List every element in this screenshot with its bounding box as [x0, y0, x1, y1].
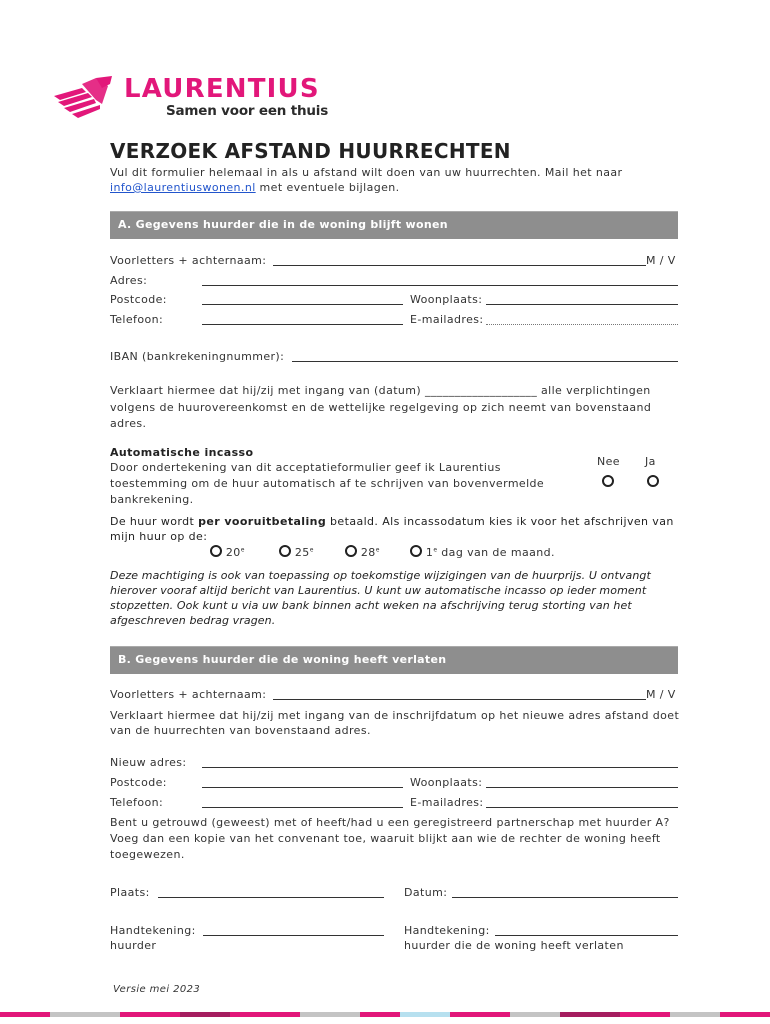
stripe-segment: [400, 1012, 450, 1017]
declare-a-line1: Verklaart hiermee dat hij/zij met ingang van (datum) ___________________ alle verplichtingen: [110, 384, 651, 397]
version-note: Versie mei 2023: [113, 984, 201, 995]
bottom-color-stripe: [0, 1012, 770, 1017]
stripe-segment: [300, 1012, 360, 1017]
ordinal-mark: e: [375, 546, 380, 554]
declare-a-line3: adres.: [110, 417, 147, 430]
incasso-line2: toestemming om de huur automatisch af te schrijven van bovenvermelde: [110, 477, 545, 490]
label-iban: IBAN (bankrekeningnummer):: [110, 350, 285, 363]
intro-text-rest: met eventuele bijlagen.: [255, 181, 400, 194]
stripe-segment: [0, 1012, 50, 1017]
label-name-b: Voorletters + achternaam:: [110, 688, 267, 701]
partner-line2: Voeg dan een kopie van het convenant toe, waaruit blijkt aan wie de rechter de woning heeft: [110, 832, 661, 845]
ordinal-mark: e: [433, 546, 438, 554]
incasso-line1: Door ondertekening van dit acceptatieformulier geef ik Laurentius: [110, 461, 501, 474]
declare-b-line1: Verklaart hiermee dat hij/zij met ingang van de inschrijfdatum op het nieuwe adres afstand doet: [110, 709, 680, 722]
radio-circle-icon: [410, 545, 422, 557]
label-city-a: Woonplaats:: [410, 293, 483, 306]
postcode-b-field[interactable]: [202, 787, 403, 788]
day-25-label: 25: [294, 546, 310, 559]
day-1-suffix: dag van de maand.: [437, 546, 555, 559]
declare-a-line2: volgens de huurovereenkomst en de wettelijke regelgeving op zich neemt van bovenstaand: [110, 401, 652, 414]
radio-day-20[interactable]: [210, 545, 245, 559]
label-phone-b: Telefoon:: [110, 796, 164, 809]
label-gender-b: M / V: [646, 688, 676, 701]
stripe-segment: [120, 1012, 180, 1017]
note-line3: stopzetten. Ook kunt u via uw bank binnen acht weken na afschrijving terug storting van het: [110, 599, 632, 612]
declare-b-line2: van de huurrechten van bovenstaand adres.: [110, 724, 371, 737]
radio-day-25[interactable]: [279, 545, 314, 559]
prepay-text-post: betaald. Als incassodatum kies ik voor het afschrijven van: [326, 515, 674, 528]
page-title: VERZOEK AFSTAND HUURRECHTEN: [110, 139, 511, 163]
name-a-field[interactable]: [273, 265, 646, 266]
section-b-header: [110, 646, 678, 674]
stripe-segment: [620, 1012, 670, 1017]
label-date: Datum:: [404, 886, 448, 899]
label-address-a: Adres:: [110, 274, 148, 287]
brand-slogan: Samen voor een thuis: [166, 103, 329, 119]
brand-name: LAURENTIUS: [124, 74, 320, 104]
note-line1: Deze machtiging is ook van toepassing op toekomstige wijzigingen van de huurprijs. U ontvangt: [110, 569, 651, 582]
option-yes-label: Ja: [645, 455, 656, 468]
label-city-b: Woonplaats:: [410, 776, 483, 789]
radio-circle-icon: [279, 545, 291, 557]
prepay-text-pre: De huur wordt: [110, 515, 199, 528]
iban-field[interactable]: [292, 361, 678, 362]
radio-circle-icon: [345, 545, 357, 557]
radio-circle-icon: [602, 475, 614, 487]
name-b-field[interactable]: [273, 699, 646, 700]
signature-b-label: Handtekening:: [404, 924, 490, 937]
radio-yes[interactable]: [647, 471, 659, 490]
day-28-label: 28: [360, 546, 376, 559]
day-1-label: 1: [425, 546, 434, 559]
city-a-field[interactable]: [486, 304, 678, 305]
stripe-segment: [180, 1012, 230, 1017]
radio-circle-icon: [210, 545, 222, 557]
stripe-segment: [360, 1012, 400, 1017]
label-name-a: Voorletters + achternaam:: [110, 254, 267, 267]
signature-b-sub: huurder die de woning heeft verlaten: [404, 939, 624, 952]
label-new-address: Nieuw adres:: [110, 756, 187, 769]
prepay-bold: per vooruitbetaling: [198, 515, 327, 528]
prepay-line2: mijn huur op de:: [110, 530, 208, 543]
intro-text-line2: [110, 181, 400, 194]
label-postcode-a: Postcode:: [110, 293, 167, 306]
phone-b-field[interactable]: [202, 807, 403, 808]
section-a-title: A. Gegevens huurder die in de woning blijft wonen: [118, 218, 448, 231]
stripe-segment: [560, 1012, 620, 1017]
incasso-heading: Automatische incasso: [110, 446, 254, 459]
stripe-segment: [720, 1012, 770, 1017]
email-link[interactable]: info@laurentiuswonen.nl: [110, 181, 256, 194]
ordinal-mark: e: [240, 546, 245, 554]
date-field[interactable]: [452, 897, 678, 898]
option-no-label: Nee: [597, 455, 620, 468]
section-b-title: B. Gegevens huurder die de woning heeft verlaten: [118, 653, 447, 666]
label-email-a: E-mailadres:: [410, 313, 484, 326]
email-a-field[interactable]: [486, 324, 678, 325]
label-email-b: E-mailadres:: [410, 796, 484, 809]
ordinal-mark: e: [309, 546, 314, 554]
phone-a-field[interactable]: [202, 324, 403, 325]
stripe-segment: [50, 1012, 120, 1017]
laurentius-logo-icon: [52, 74, 122, 120]
day-20-label: 20: [225, 546, 241, 559]
radio-day-1[interactable]: [410, 545, 555, 559]
partner-line3: toegewezen.: [110, 848, 185, 861]
prepay-line1: [110, 515, 674, 528]
radio-no[interactable]: [602, 471, 614, 490]
stripe-segment: [450, 1012, 510, 1017]
note-line4: afgeschreven bedrag vragen.: [110, 614, 276, 627]
signature-a-field[interactable]: [203, 935, 384, 936]
radio-day-28[interactable]: [345, 545, 380, 559]
partner-line1: Bent u getrouwd (geweest) met of heeft/had u een geregistreerd partnerschap met huurder A?: [110, 816, 670, 829]
signature-b-field[interactable]: [495, 935, 678, 936]
city-b-field[interactable]: [486, 787, 678, 788]
section-a-header: [110, 211, 678, 239]
intro-text: Vul dit formulier helemaal in als u afstand wilt doen van uw huurrechten. Mail het naar: [110, 166, 623, 179]
signature-a-label: Handtekening:: [110, 924, 196, 937]
incasso-line3: bankrekening.: [110, 493, 194, 506]
note-line2: hierover vooraf altijd bericht van Laurentius. U kunt uw automatische incasso op ieder moment: [110, 584, 647, 597]
postcode-a-field[interactable]: [202, 304, 403, 305]
label-gender-a: M / V: [646, 254, 676, 267]
label-phone-a: Telefoon:: [110, 313, 164, 326]
label-place: Plaats:: [110, 886, 150, 899]
stripe-segment: [230, 1012, 300, 1017]
stripe-segment: [510, 1012, 560, 1017]
stripe-segment: [670, 1012, 720, 1017]
place-field[interactable]: [158, 897, 384, 898]
signature-a-sub: huurder: [110, 939, 157, 952]
email-b-field[interactable]: [486, 807, 678, 808]
radio-circle-icon: [647, 475, 659, 487]
address-a-field[interactable]: [202, 285, 678, 286]
label-postcode-b: Postcode:: [110, 776, 167, 789]
new-address-field[interactable]: [202, 767, 678, 768]
